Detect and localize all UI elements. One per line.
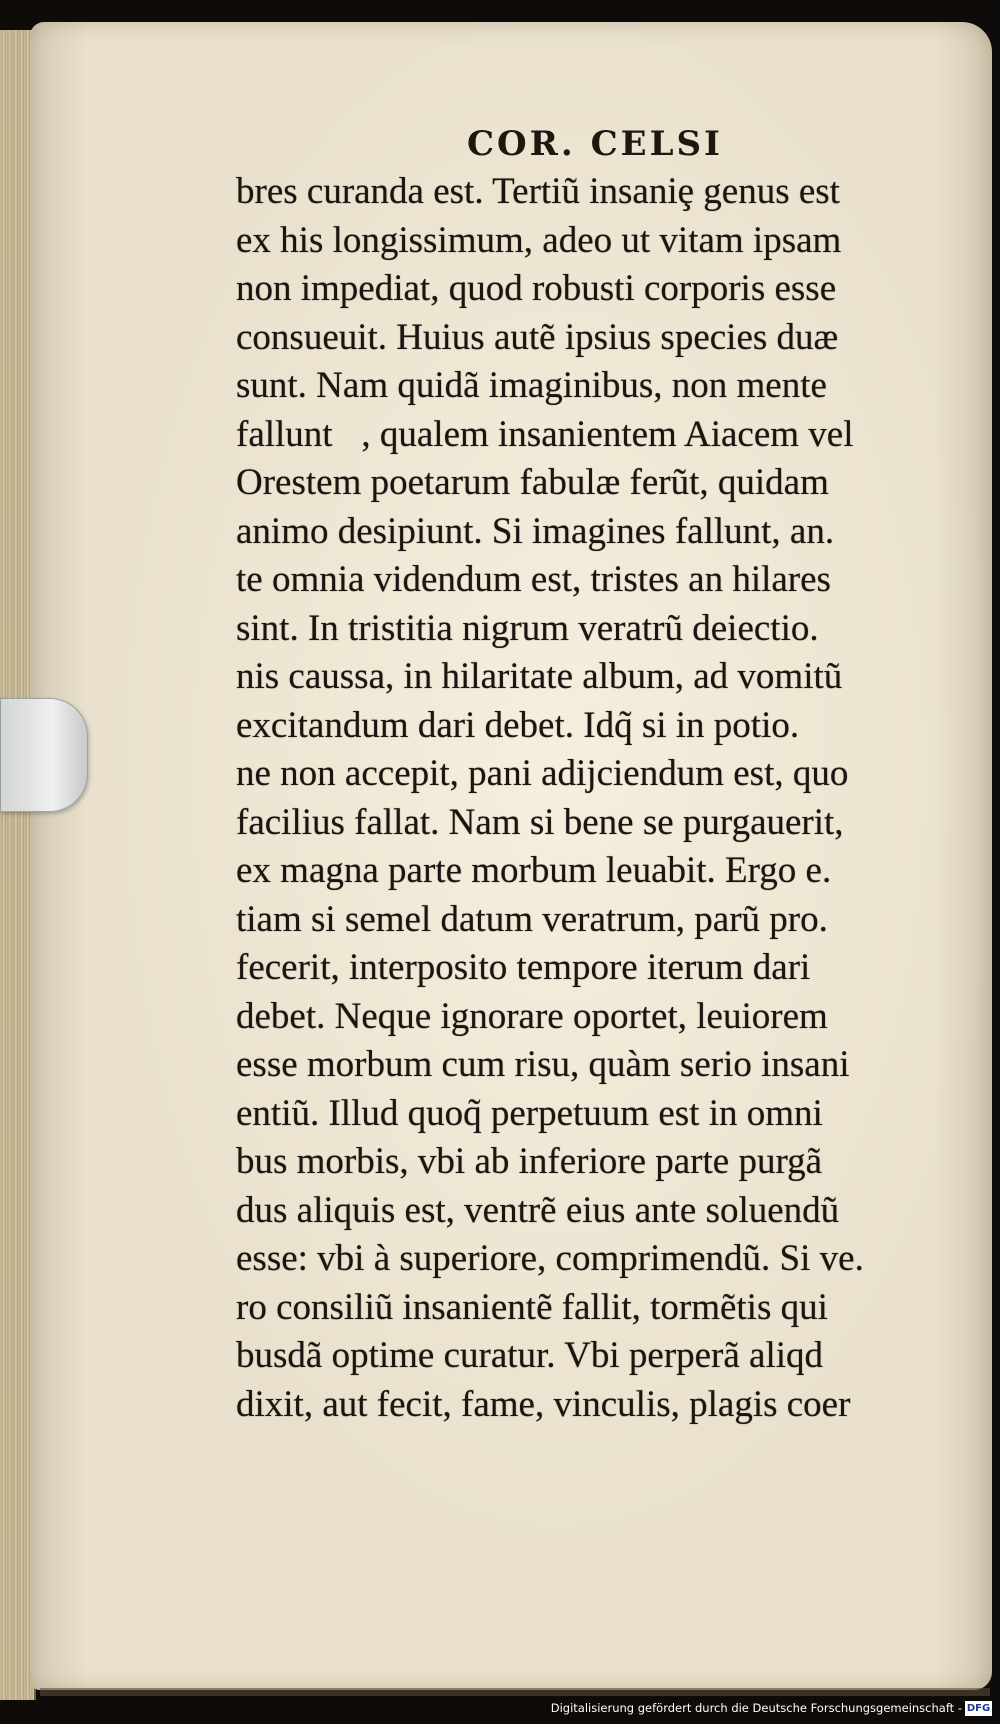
text-line: te omnia videndum est, tristes an hilares bbox=[236, 559, 831, 600]
text-line: debet. Neque ignorare oportet, leuiorem bbox=[236, 995, 828, 1037]
text-line: bres curanda est. Tertiũ insaniȩ genus est bbox=[236, 171, 840, 212]
running-head: COR. CELSI bbox=[467, 124, 723, 164]
text-line: bus morbis, vbi ab inferiore parte purgã bbox=[236, 1141, 823, 1182]
text-line: entiũ. Illud quoq̃ perpetuum est in omni bbox=[236, 1092, 823, 1134]
text-line: ro consiliũ insanientẽ fallit, tormẽtis qui bbox=[236, 1286, 828, 1328]
text-line: sunt. Nam quidã imaginibus, non mente bbox=[236, 365, 827, 406]
funding-note: Digitalisierung gefördert durch die Deutsche Forschungsgemeinschaft - bbox=[550, 1701, 962, 1715]
text-line: Orestem poetarum fabulæ ferũt, quidam bbox=[236, 462, 829, 503]
text-line: falluntᷣ, qualem insanientem Aiacem vel bbox=[236, 413, 854, 455]
text-line: esse morbum cum risu, quàm serio insani bbox=[236, 1044, 850, 1085]
text-line: ne non accepit, pani adijciendum est, quo bbox=[236, 753, 849, 794]
text-line: excitandum dari debet. Idq̃ si in potio. bbox=[236, 704, 800, 746]
text-line: dixit, aut fecit, fame, vinculis, plagis coer bbox=[236, 1383, 851, 1425]
text-line: ex his longissimum, adeo ut vitam ipsam bbox=[236, 219, 842, 261]
text-line: consueuit. Huius autẽ ipsius species duæ bbox=[236, 316, 839, 358]
text-line: nis caussa, in hilaritate album, ad vomitũ bbox=[236, 656, 843, 697]
text-line: animo desipiunt. Si imagines fallunt, an. bbox=[236, 510, 835, 552]
dfg-logo: DFG bbox=[966, 1703, 991, 1714]
text-line: non impediat, quod robusti corporis esse bbox=[236, 268, 837, 309]
text-line: tiam si semel datum veratrum, parũ pro. bbox=[236, 898, 828, 940]
body-text bbox=[236, 168, 946, 1429]
text-line: dus aliquis est, ventrẽ eius ante soluendũ bbox=[236, 1189, 840, 1231]
text-line: busdã optime curatur. Vbi perperã aliqd bbox=[236, 1335, 824, 1376]
text-line: facilius fallat. Nam si bene se purgauerit, bbox=[236, 801, 844, 843]
text-line: esse: vbi à superiore, comprimendũ. Si ve. bbox=[236, 1238, 864, 1279]
page-holder-clip bbox=[0, 698, 88, 812]
text-line: ex magna parte morbum leuabit. Ergo e. bbox=[236, 850, 832, 891]
text-line: sint. In tristitia nigrum veratrũ deiectio. bbox=[236, 607, 819, 649]
page-bottom-edge bbox=[40, 1688, 990, 1696]
text-line: fecerit, interposito tempore iterum dari bbox=[236, 947, 811, 988]
